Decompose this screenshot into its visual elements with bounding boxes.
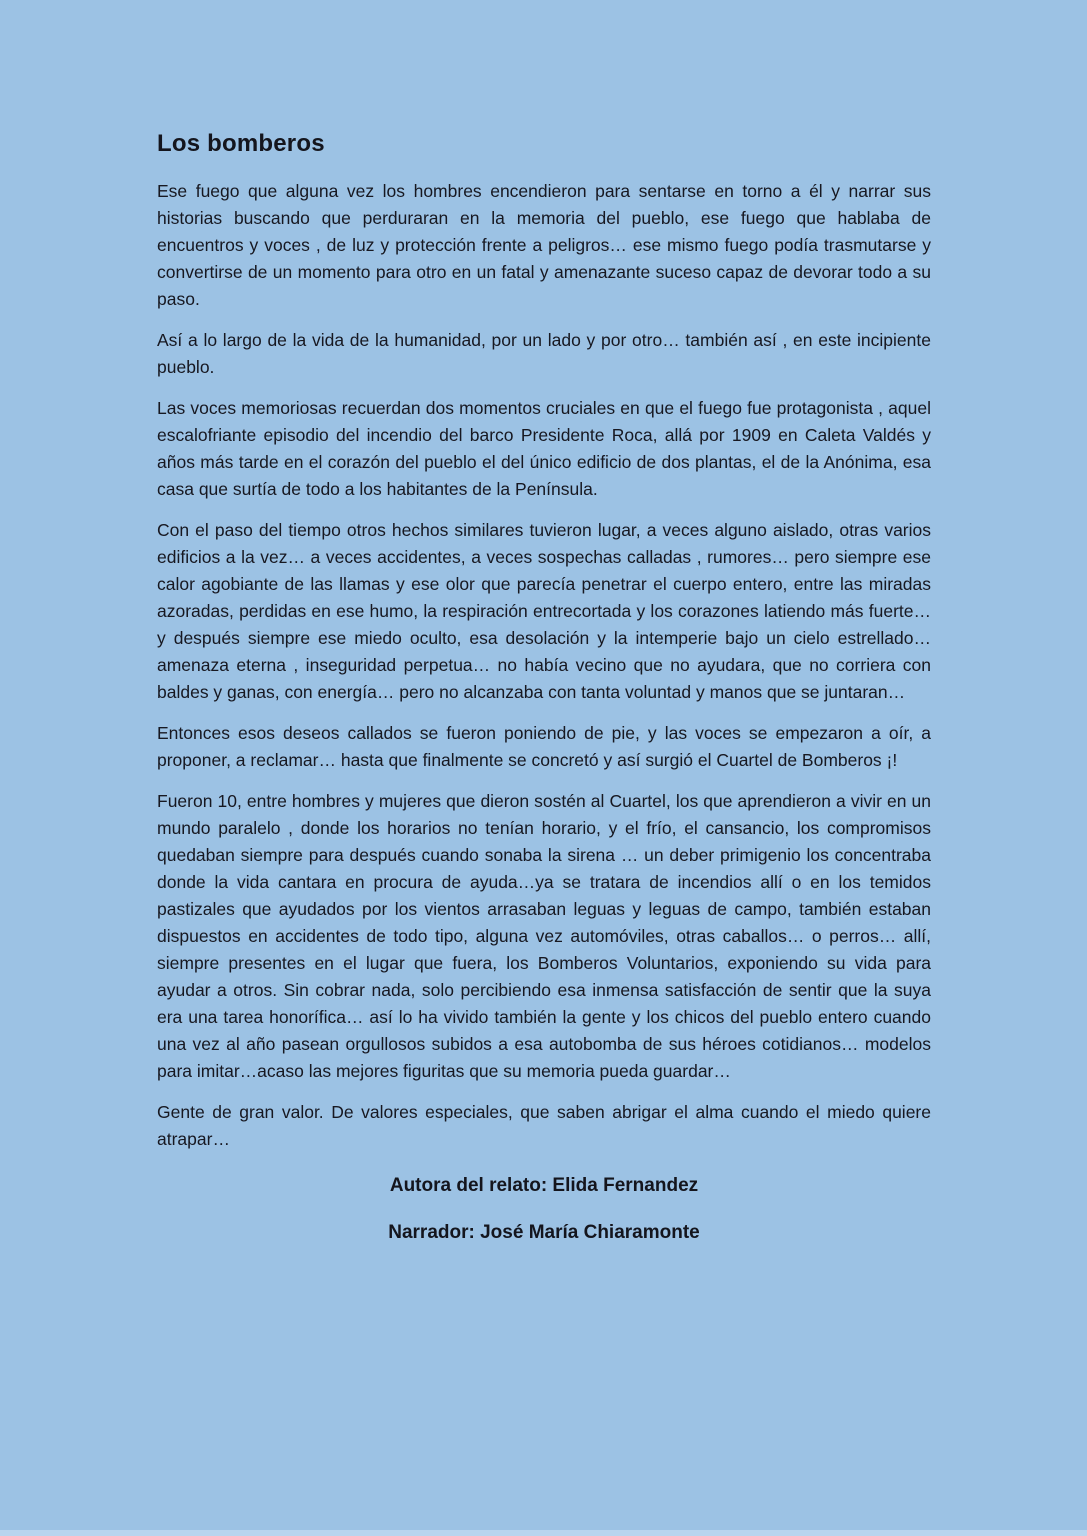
story-paragraph-cuartel-founded: Entonces esos deseos callados se fueron poniendo de pie, y las voces se empezaron a oír, a proponer, a reclamar… hasta que finalmente se concretó y así surgió el Cuartel de Bomberos ¡! — [157, 723, 931, 770]
story-paragraph-volunteers: Fueron 10, entre hombres y mujeres que dieron sostén al Cuartel, los que aprendieron a vivir en un mundo paralelo , donde los horarios no tenían horario, y el frío, el cansancio, los compromisos quedaban siempre para después cuando sonaba la sirena … un deber primigenio los concentraba donde la vida cantara en procura de ayuda…ya se tratara de incendios allí o en los temidos pastizales que ayudados por los vientos arrasaban leguas y leguas de campo, también estaban dispuestos en accidentes de todo tipo, alguna vez automóviles, otras caballos… o perros… allí, siempre presentes en el lugar que fuera, los Bomberos Voluntarios, exponiendo su vida para ayudar a otros. Sin cobrar nada, solo percibiendo esa inmensa satisfacción de sentir que la suya era una tarea honorífica… así lo ha vivido también la gente y los chicos del pueblo entero cuando una vez al año pasean orgullosos subidos a esa autobomba de sus héroes cotidianos… modelos para imitar…acaso las mejores figuritas que su memoria pueda guardar… — [157, 791, 931, 1081]
story-paragraph-memories: Las voces memoriosas recuerdan dos momentos cruciales en que el fuego fue protagonista , aquel escalofriante episodio del incendio del barco Presidente Roca, allá por 1909 en Caleta Valdés y años más tarde en el corazón del pueblo el del único edificio de dos plantas, el de la Anónima, esa casa que surtía de todo a los habitantes de la Península. — [157, 398, 931, 499]
author-credit: Autora del relato: Elida Fernandez — [389, 1175, 699, 1196]
story-paragraph-humanity: Así a lo largo de la vida de la humanidad, por un lado y por otro… también así , en este incipiente pueblo. — [157, 330, 931, 377]
document-title: Los bomberos — [157, 130, 325, 157]
page-bottom-edge — [0, 1530, 1087, 1536]
narrator-credit: Narrador: José María Chiaramonte — [388, 1222, 700, 1243]
story-paragraph-closing: Gente de gran valor. De valores especiales, que saben abrigar el alma cuando el miedo quiere atrapar… — [157, 1102, 931, 1149]
story-paragraph-similar-events: Con el paso del tiempo otros hechos similares tuvieron lugar, a veces alguno aislado, otras varios edificios a la vez… a veces accidentes, a veces sospechas calladas , rumores… pero siempre ese calor agobiante de las llamas y ese olor que parecía penetrar el cuerpo entero, entre las miradas azoradas, perdidas en ese humo, la respiración entrecortada y los corazones latiendo más fuerte… y después siempre ese miedo oculto, esa desolación y la intemperie bajo un cielo estrellado…amenaza eterna , inseguridad perpetua… no había vecino que no ayudara, que no corriera con baldes y ganas, con energía… pero no alcanzaba con tanta voluntad y manos que se juntaran… — [157, 520, 931, 702]
story-paragraph-fire-origin: Ese fuego que alguna vez los hombres encendieron para sentarse en torno a él y narrar sus historias buscando que perduraran en la memoria del pueblo, ese fuego que hablaba de encuentros y voces , de luz y protección frente a peligros… ese mismo fuego podía trasmutarse y convertirse de un momento para otro en un fatal y amenazante suceso capaz de devorar todo a su paso. — [157, 181, 931, 309]
text-column — [157, 130, 931, 1246]
